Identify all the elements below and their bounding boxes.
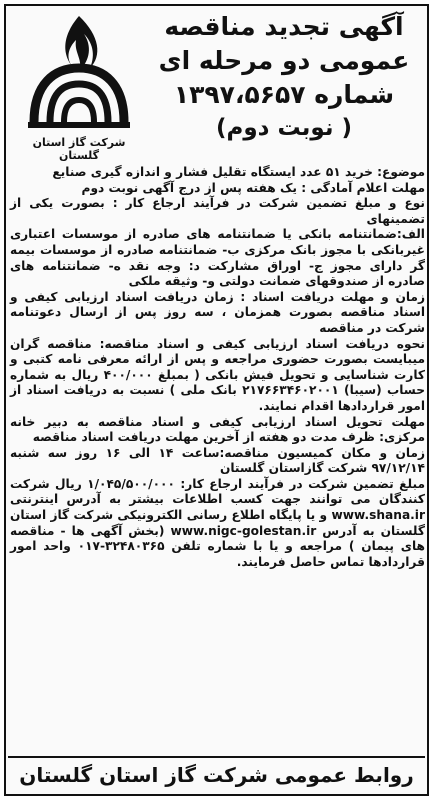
ad-body	[10, 165, 425, 570]
documents-procedure-paragraph: نحوه دریافت اسناد ارزیابی کیفی و اسناد مناقصه: مناقصه گران میبایست بصورت حضوری مراجعه و پس از ارائه معرفی نامه کتبی و کارت شناسایی و تحویل فیش بانکی ( بمبلغ ۴۰۰/۰۰۰ ریال به شماره حساب (سیبا) ۲۱۷۶۶۳۴۶۰۲۰۰۱ بانک ملی ) نسبت به دریافت اسناد از امور قراردادها اقدام نمایند.	[10, 336, 425, 413]
submission-deadline-paragraph: مهلت تحویل اسناد ارزیابی کیفی و اسناد مناقصه به دبیر خانه مرکزی: ظرف مدت دو هفته از آخرین مهلت دریافت اسناد مناقصه	[10, 414, 425, 445]
ad-title-line-1: آگهی تجدید مناقصه	[164, 12, 404, 41]
company-logo	[14, 12, 144, 162]
guarantee-amount-paragraph: مبلغ تضمین شرکت در فرآیند ارجاع کار: ۱/۰۴۵/۵۰۰/۰۰۰ ریال شرکت کنندگان می توانند جهت کسب اطلاعات بیشتر به آدرس اینترنتی www.shana.ir و یا پایگاه اطلاع رسانی الکترونیکی شرکت گاز استان گلستان به آدرس www.nigc-golestan.ir (بخش آگهی ها - مناقصه های پیمان ) مراجعه و یا با شماره تلفن ۳۲۴۸۰۳۶۵-۰۱۷ واحد امور قراردادها تماس حاصل فرمایند.	[10, 476, 425, 569]
ad-title-number: شماره ۱۳۹۷،۵۶۵۷	[173, 80, 395, 109]
ad-title-block	[149, 10, 419, 144]
guarantee-options-paragraph: الف:ضمانتنامه بانکی یا ضمانتنامه های صادره از موسسات اعتباری غیربانکی با مجوز بانک مرکزی ب- ضمانتنامه صادره از موسسات بیمه گر دارای مجوز ج- اوراق مشارکت د: وجه نقد ه- ضمانتنامه های صادره از صندوقهای ضمانت دولتی و- وثیقه ملکی	[10, 227, 425, 289]
ad-title-line-2: عمومی دو مرحله ای	[158, 46, 410, 75]
gas-flame-logo-icon	[20, 12, 138, 134]
logo-caption: شرکت گاز استان گلستان	[32, 136, 126, 162]
ad-header	[8, 8, 425, 164]
subject-line: موضوع: خرید ۵۱ عدد ایستگاه تقلیل فشار و اندازه گیری صنایع	[52, 165, 425, 179]
ad-footer	[8, 756, 425, 792]
guarantee-type-line: نوع و مبلغ تضمین شرکت در فرآیند ارجاع کار : بصورت یکی از تضمینهای	[10, 196, 425, 226]
footer-text: روابط عمومی شرکت گاز استان گلستان	[19, 763, 414, 787]
documents-time-paragraph: زمان و مهلت دریافت اسناد : زمان دریافت اسناد ارزیابی کیفی و اسناد مناقصه بصورت همزمان ، سه روز پس از ارسال دعوتنامه شرکت در مناقصه	[10, 289, 425, 335]
commission-time-paragraph: زمان و مکان کمیسیون مناقصه:ساعت ۱۴ الی ۱۶ روز سه شنبه ۹۷/۱۲/۱۴ شرکت گازاستان گلستان	[10, 445, 425, 476]
readiness-deadline-line: مهلت اعلام آمادگی : یک هفته پس از درج آگهی نوبت دوم	[81, 180, 425, 195]
ad-title-round: ( نوبت دوم)	[215, 115, 353, 141]
